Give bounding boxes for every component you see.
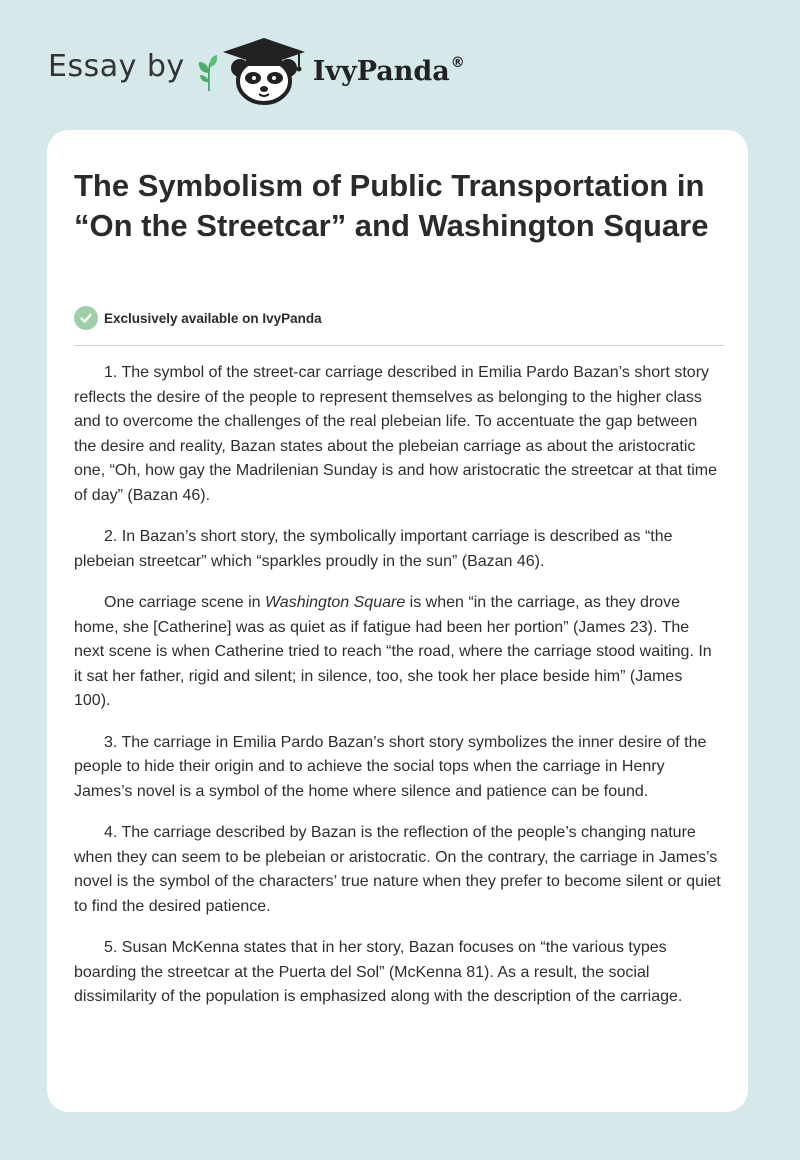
badge-label: Exclusively available on IvyPanda <box>104 310 322 326</box>
brand-name: IvyPanda® <box>312 54 465 87</box>
divider <box>74 345 724 346</box>
site-header <box>0 0 800 130</box>
brand-logo[interactable] <box>48 36 465 106</box>
paragraph-1: 1. The symbol of the street-car carriage described in Emilia Pardo Bazan’s short story reflects the desire of the people to represent themselves as belonging to the higher class and to overcome the challenges of the real plebeian life. To accentuate the gap between the desire and reality, Bazan states about the plebeian carriage as about the aristocratic one, “Oh, how gay the Madrilenian Sunday is and how aristocratic the streetcar at that time of day” (Bazan 46). <box>74 364 717 504</box>
book-title: Washington Square <box>264 594 406 611</box>
essay-body <box>74 361 722 1027</box>
paragraph-3: One carriage scene in Washington Square is when “in the carriage, as they drove home, she [Catherine] was as quiet as if fatigue had been her portion” (James 23). The next scene is when Catherine tried to reach “the road, where the carriage stood waiting. In it sat her father, rigid and silent; in silence, too, she took her place beside him” (James 100). <box>74 594 712 709</box>
paragraph-5: 4. The carriage described by Bazan is the reflection of the people’s changing nature when they can seem to be plebeian or aristocratic. On the contrary, the carriage in James’s novel is the symbol of the characters’ true nature when they prefer to become silent or quiet to find the desired patience. <box>74 824 721 915</box>
essay-card <box>47 130 748 1112</box>
paragraph-6: 5. Susan McKenna states that in her story, Bazan focuses on “the various types boarding the streetcar at the Puerta del Sol” (McKenna 81). As a result, the social dissimilarity of the population is emphasized along with the description of the carriage. <box>74 939 683 1005</box>
page-title: The Symbolism of Public Transportation in “On the Streetcar” and Washington Square <box>74 168 709 243</box>
paragraph-2: 2. In Bazan’s short story, the symbolically important carriage is described as “the plebeian streetcar” which “sparkles proudly in the sun” (Bazan 46). <box>74 528 673 570</box>
panda-logo-icon <box>221 36 307 106</box>
paragraph-4: 3. The carriage in Emilia Pardo Bazan’s short story symbolizes the inner desire of the people to hide their origin and to achieve the social tops when the carriage in Henry James’s novel is a symbol of the home where silence and patience can be found. <box>74 733 707 800</box>
essay-by-label: Essay by <box>48 48 185 84</box>
registered-mark: ® <box>450 54 465 71</box>
leaf-icon <box>197 51 219 91</box>
check-icon <box>74 306 98 330</box>
exclusive-badge <box>74 306 322 330</box>
